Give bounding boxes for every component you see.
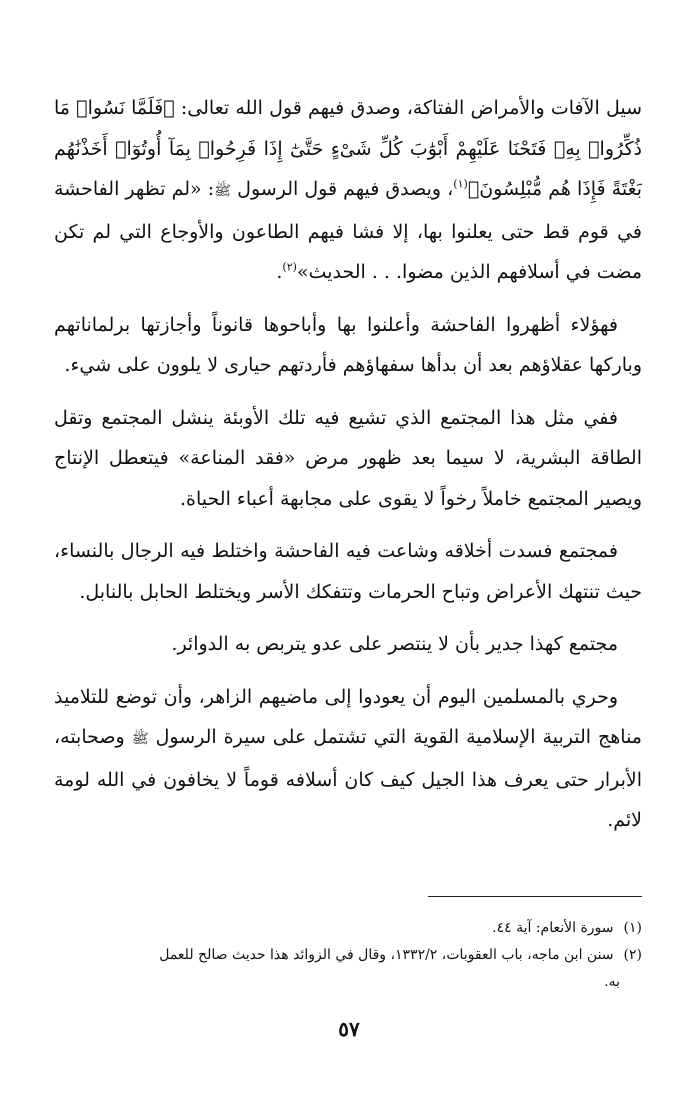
footnote-number: (١): [623, 920, 642, 936]
paragraph-6: [54, 677, 642, 841]
footnote-text: سنن ابن ماجه، باب العقوبات، ١٣٣٢/٢، وقال في الزوائد هذا حديث صالح للعمل: [159, 947, 614, 963]
paragraph-1-middle: ، ويصدق فيهم قول الرسول: [231, 178, 454, 200]
salutation-symbol: ﷺ: [131, 731, 149, 747]
paragraph-1: [54, 88, 642, 293]
paragraph-1-text: سيل الآفات والأمراض الفتاكة، وصدق فيهم قول الله تعالى:: [174, 97, 643, 119]
hadith-quote: : «لم تظهر الفاحشة في قوم قط حتى يعلنوا بها، إلا فشا فيهم الطاعون والأوجاع التي لم تكن مضت في أسلافهم الذين مضوا. . . الحديث»: [54, 178, 642, 283]
quran-verse: ﴿فَلَمَّا نَسُوا۟ مَا ذُكِّرُوا۟ بِهِۦ فَتَحْنَا عَلَيْهِمْ أَبْوَٰبَ كُلِّ شَىْءٍ حَتَّىٰٓ إِذَا فَرِحُوا۟ بِمَآ أُوتُوٓا۟ أَخَذْنَٰهُم بَغْتَةً فَإِذَا هُم مُّبْلِسُونَ﴾: [54, 97, 643, 200]
footnote-number: (٢): [623, 947, 642, 963]
page-number: ٥٧: [338, 1017, 360, 1041]
main-text: [54, 88, 642, 841]
footnotes: [54, 915, 642, 996]
footnote-text: سورة الأنعام: آية ٤٤.: [492, 920, 614, 936]
paragraph-5: مجتمع كهذا جدير بأن لا ينتصر على عدو يتربص به الدوائر.: [171, 633, 618, 655]
paragraph-6-end: وصحابته، الأبرار حتى يعرف هذا الجيل كيف كان أسلافه قوماً لا يخافون في الله لومة لائم.: [54, 726, 642, 831]
footnote-ref-2: (٢): [282, 260, 297, 274]
paragraph-1-end: .: [276, 261, 283, 283]
paragraph-6-text: وحري بالمسلمين اليوم أن يعودوا إلى ماضيهم الزاهر، وأن توضع للتلاميذ مناهج التربية الإسلامية القوية التي تشتمل على سيرة الرسول: [54, 685, 642, 748]
salutation-symbol: ﷺ: [214, 183, 232, 199]
footnote-divider: [428, 896, 642, 897]
paragraph-3: ففي مثل هذا المجتمع الذي تشيع فيه تلك الأوبئة ينشل المجتمع وتقل الطاقة البشرية، لا سيما بعد ظهور مرض «فقد المناعة» فيتعطل الإنتاج ويصير المجتمع خاملاً رخواً لا يقوى على مجابهة أعباء الحياة.: [54, 406, 642, 510]
footnote-2-continuation: به.: [604, 974, 620, 990]
paragraph-4: فمجتمع فسدت أخلاقه وشاعت فيه الفاحشة واختلط فيه الرجال بالنساء، حيث تنتهك الأعراض وتباح الحرمات وتتفكك الأسر ويختلط الحابل بالنابل.: [54, 540, 642, 603]
paragraph-2: فهؤلاء أظهروا الفاحشة وأعلنوا بها وأباحوها قانوناً وأجازتها برلماناتهم وباركها عقلاؤهم بعد أن بدأها سفهاؤهم فأردتهم حيارى لا يلوون على شيء.: [54, 313, 642, 376]
footnote-1: [54, 915, 642, 942]
footnote-ref-1: (١): [453, 177, 468, 191]
footnote-2: [54, 942, 642, 969]
